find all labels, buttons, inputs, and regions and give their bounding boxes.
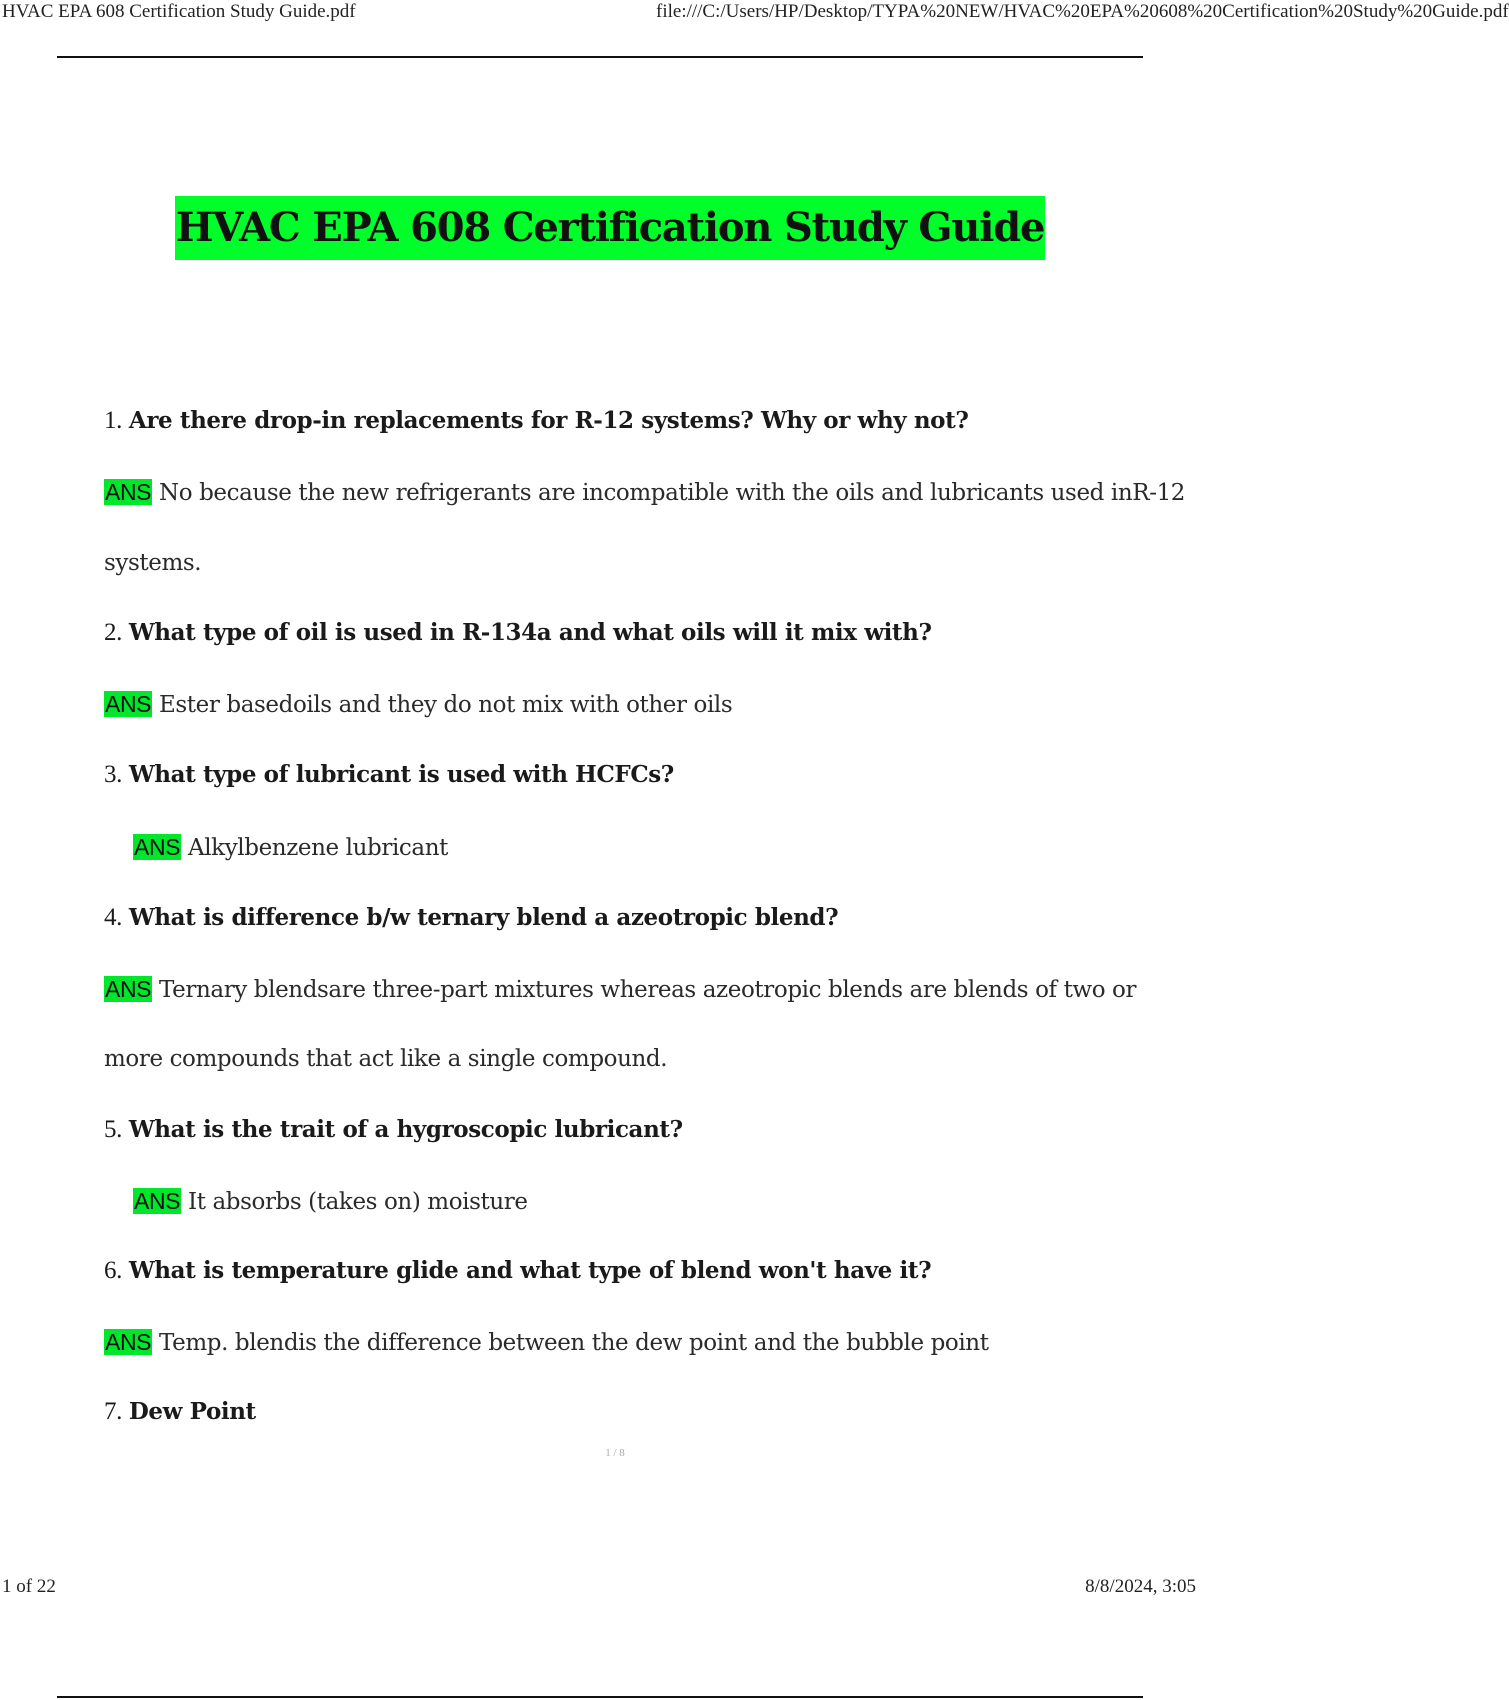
- question-number: 7.: [104, 1398, 122, 1425]
- question-number: 6.: [104, 1257, 122, 1284]
- question-3: [104, 760, 1144, 790]
- question-number: 4.: [104, 904, 122, 931]
- question-text: What is the trait of a hygroscopic lubricant?: [128, 1116, 683, 1143]
- print-header: [0, 0, 1509, 28]
- question-number: 5.: [104, 1116, 122, 1143]
- question-6: [104, 1256, 1144, 1286]
- question-number: 2.: [104, 619, 122, 646]
- page-title: HVAC EPA 608 Certification Study Guide: [175, 196, 1045, 260]
- answer-text: more compounds that act like a single compound.: [104, 1046, 668, 1072]
- answer-2: [104, 689, 1144, 720]
- page-count: 1 of 22: [2, 1576, 56, 1597]
- answer-4: [104, 974, 1144, 1005]
- answer-text: Ternary blendsare three-part mixtures whereas azeotropic blends are blends of two or: [159, 977, 1137, 1003]
- question-1: [104, 406, 1144, 436]
- answer-text: No because the new refrigerants are incompatible with the oils and lubricants used inR-12: [159, 480, 1186, 506]
- answer-text: Ester basedoils and they do not mix with other oils: [159, 692, 733, 718]
- ans-highlight-label: ANS: [134, 834, 181, 860]
- ans-highlight-label: ANS: [105, 976, 152, 1002]
- document-filename: HVAC EPA 608 Certification Study Guide.pdf: [2, 1, 356, 22]
- ans-highlight-label: ANS: [105, 1329, 152, 1355]
- question-text: Are there drop-in replacements for R-12 systems? Why or why not?: [128, 407, 969, 434]
- question-5: [104, 1115, 1144, 1145]
- answer-text: It absorbs (takes on) moisture: [188, 1189, 528, 1215]
- question-4: [104, 903, 1144, 933]
- answer-text: systems.: [104, 550, 202, 576]
- ans-highlight-label: ANS: [105, 479, 152, 505]
- title-container: [0, 196, 1200, 260]
- question-text: Dew Point: [128, 1398, 256, 1425]
- page-indicator: 1 / 8: [605, 1447, 625, 1459]
- answer-4-continuation: [104, 1044, 1144, 1074]
- ans-highlight-label: ANS: [134, 1188, 181, 1214]
- answer-6: [104, 1327, 1144, 1358]
- answer-3: [133, 832, 1173, 863]
- answer-text: Temp. blendis the difference between the dew point and the bubble point: [159, 1330, 989, 1356]
- document-url: file:///C:/Users/HP/Desktop/TYPA%20NEW/HVAC%20EPA%20608%20Certification%20Study%20Guide.pdf: [656, 1, 1509, 22]
- question-7: [104, 1397, 1144, 1427]
- answer-5: [133, 1186, 1173, 1217]
- question-number: 1.: [104, 407, 122, 434]
- footer-divider: [57, 1696, 1143, 1698]
- question-text: What type of oil is used in R-134a and what oils will it mix with?: [128, 619, 932, 646]
- question-text: What is difference b/w ternary blend a azeotropic blend?: [128, 904, 839, 931]
- header-divider: [57, 56, 1143, 58]
- question-text: What is temperature glide and what type of blend won't have it?: [128, 1257, 932, 1284]
- answer-1: [104, 477, 1186, 508]
- question-number: 3.: [104, 761, 122, 788]
- ans-highlight-label: ANS: [105, 691, 152, 717]
- question-2: [104, 618, 1144, 648]
- answer-text: Alkylbenzene lubricant: [188, 835, 448, 861]
- answer-1-continuation: [104, 548, 1144, 578]
- question-text: What type of lubricant is used with HCFCs?: [128, 761, 674, 788]
- print-date: 8/8/2024, 3:05: [1085, 1576, 1196, 1597]
